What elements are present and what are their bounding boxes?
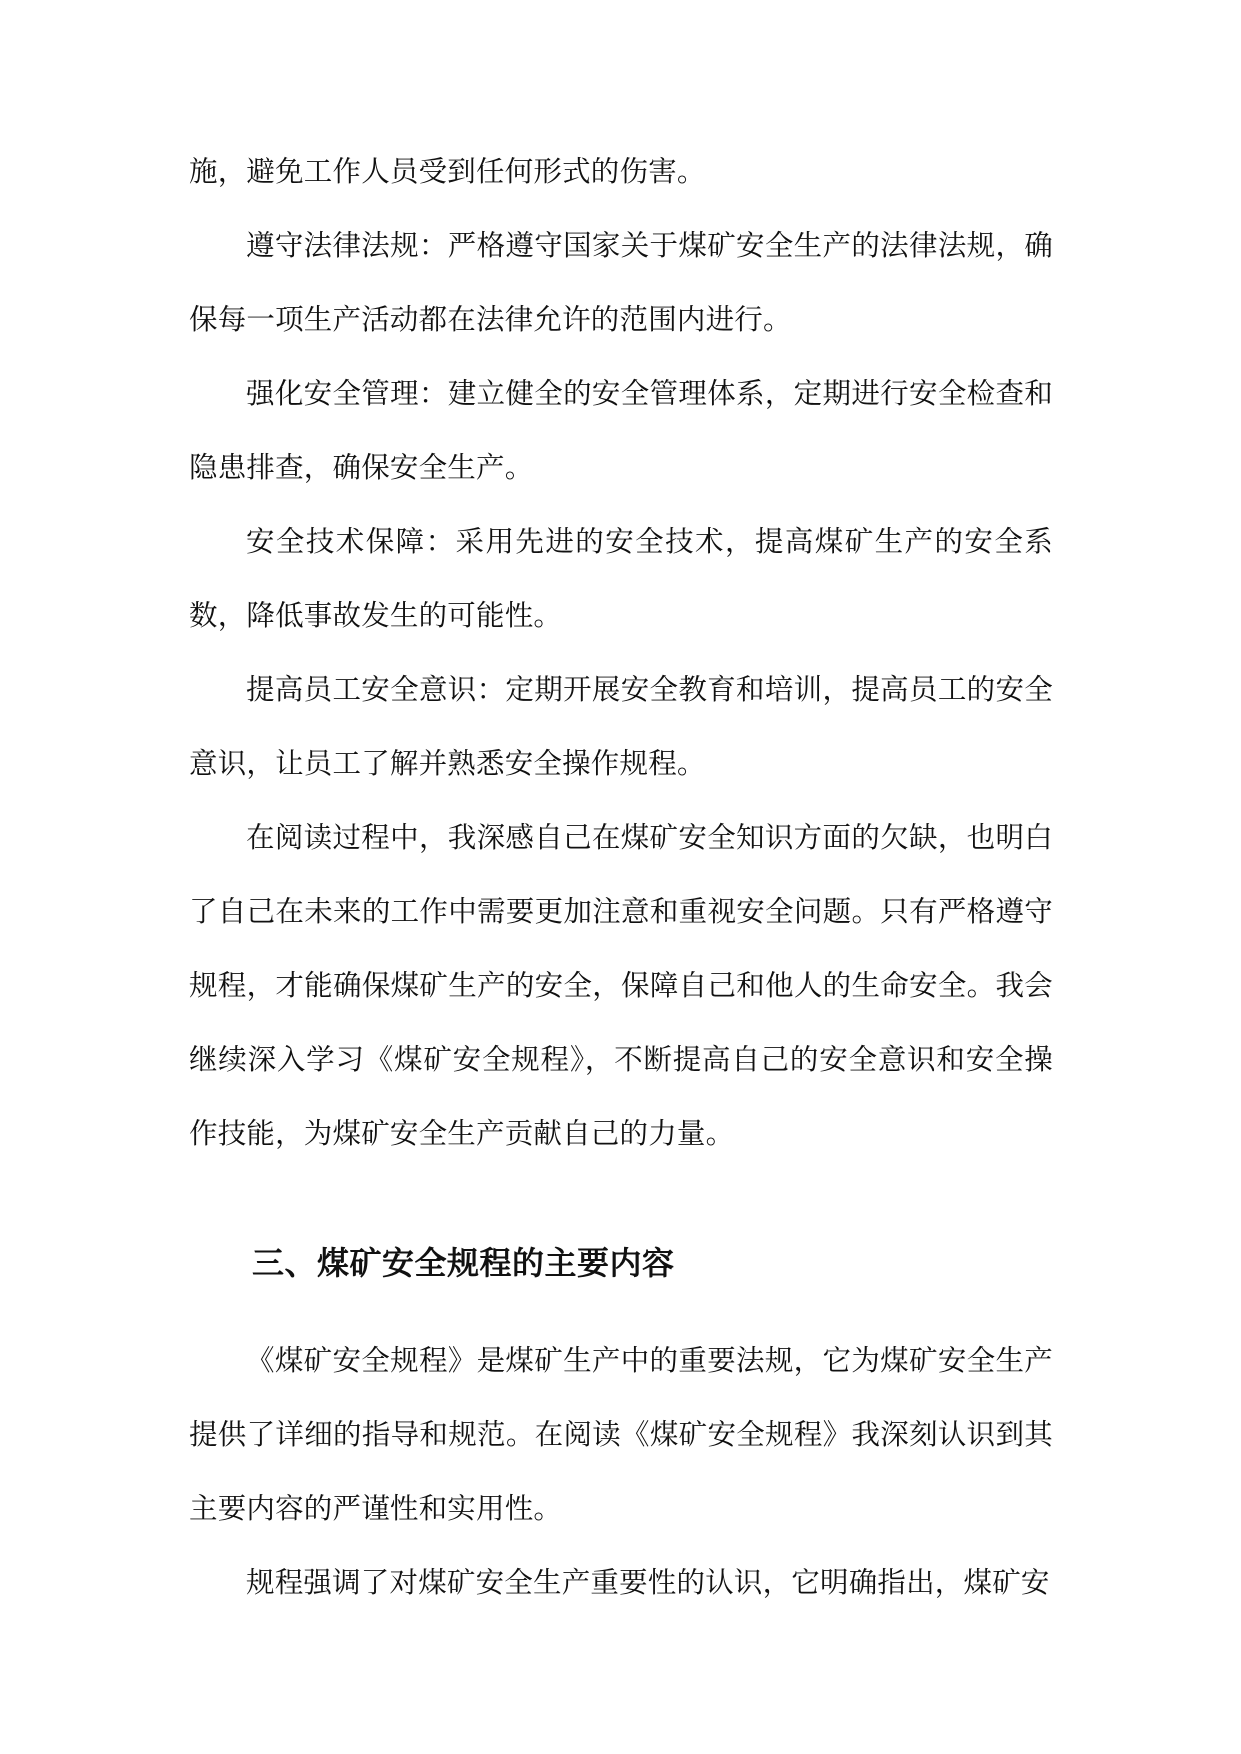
- paragraph-safety-management: 强化安全管理：建立健全的安全管理体系，定期进行安全检查和隐患排查，确保安全生产。: [189, 377, 1053, 484]
- paragraph-regulation-intro: 《煤矿安全规程》是煤矿生产中的重要法规，它为煤矿安全生产提供了详细的指导和规范。在阅读《煤矿安全规程》我深刻认识到其主要内容的严谨性和实用性。: [189, 1344, 1053, 1525]
- paragraph-regulation-importance: 规程强调了对煤矿安全生产重要性的认识，它明确指出，煤矿安: [246, 1566, 1050, 1599]
- body-text-block-1: [189, 135, 1053, 1171]
- paragraph-continuation: 施，避免工作人员受到任何形式的伤害。: [189, 155, 706, 188]
- paragraph-employee-awareness: 提高员工安全意识：定期开展安全教育和培训，提高员工的安全意识，让员工了解并熟悉安全操作规程。: [189, 673, 1053, 780]
- section-heading: 三、煤矿安全规程的主要内容: [252, 1244, 675, 1282]
- paragraph-safety-technology: 安全技术保障：采用先进的安全技术，提高煤矿生产的安全系数，降低事故发生的可能性。: [189, 525, 1053, 632]
- paragraph-reflection: 在阅读过程中，我深感自己在煤矿安全知识方面的欠缺，也明白了自己在未来的工作中需要更加注意和重视安全问题。只有严格遵守规程，才能确保煤矿生产的安全，保障自己和他人的生命安全。我会继续深入学习《煤矿安全规程》，不断提高自己的安全意识和安全操作技能，为煤矿安全生产贡献自己的力量。: [189, 821, 1053, 1150]
- paragraph-comply-laws: 遵守法律法规：严格遵守国家关于煤矿安全生产的法律法规，确保每一项生产活动都在法律允许的范围内进行。: [189, 229, 1053, 336]
- body-text-block-2: [189, 1324, 1053, 1620]
